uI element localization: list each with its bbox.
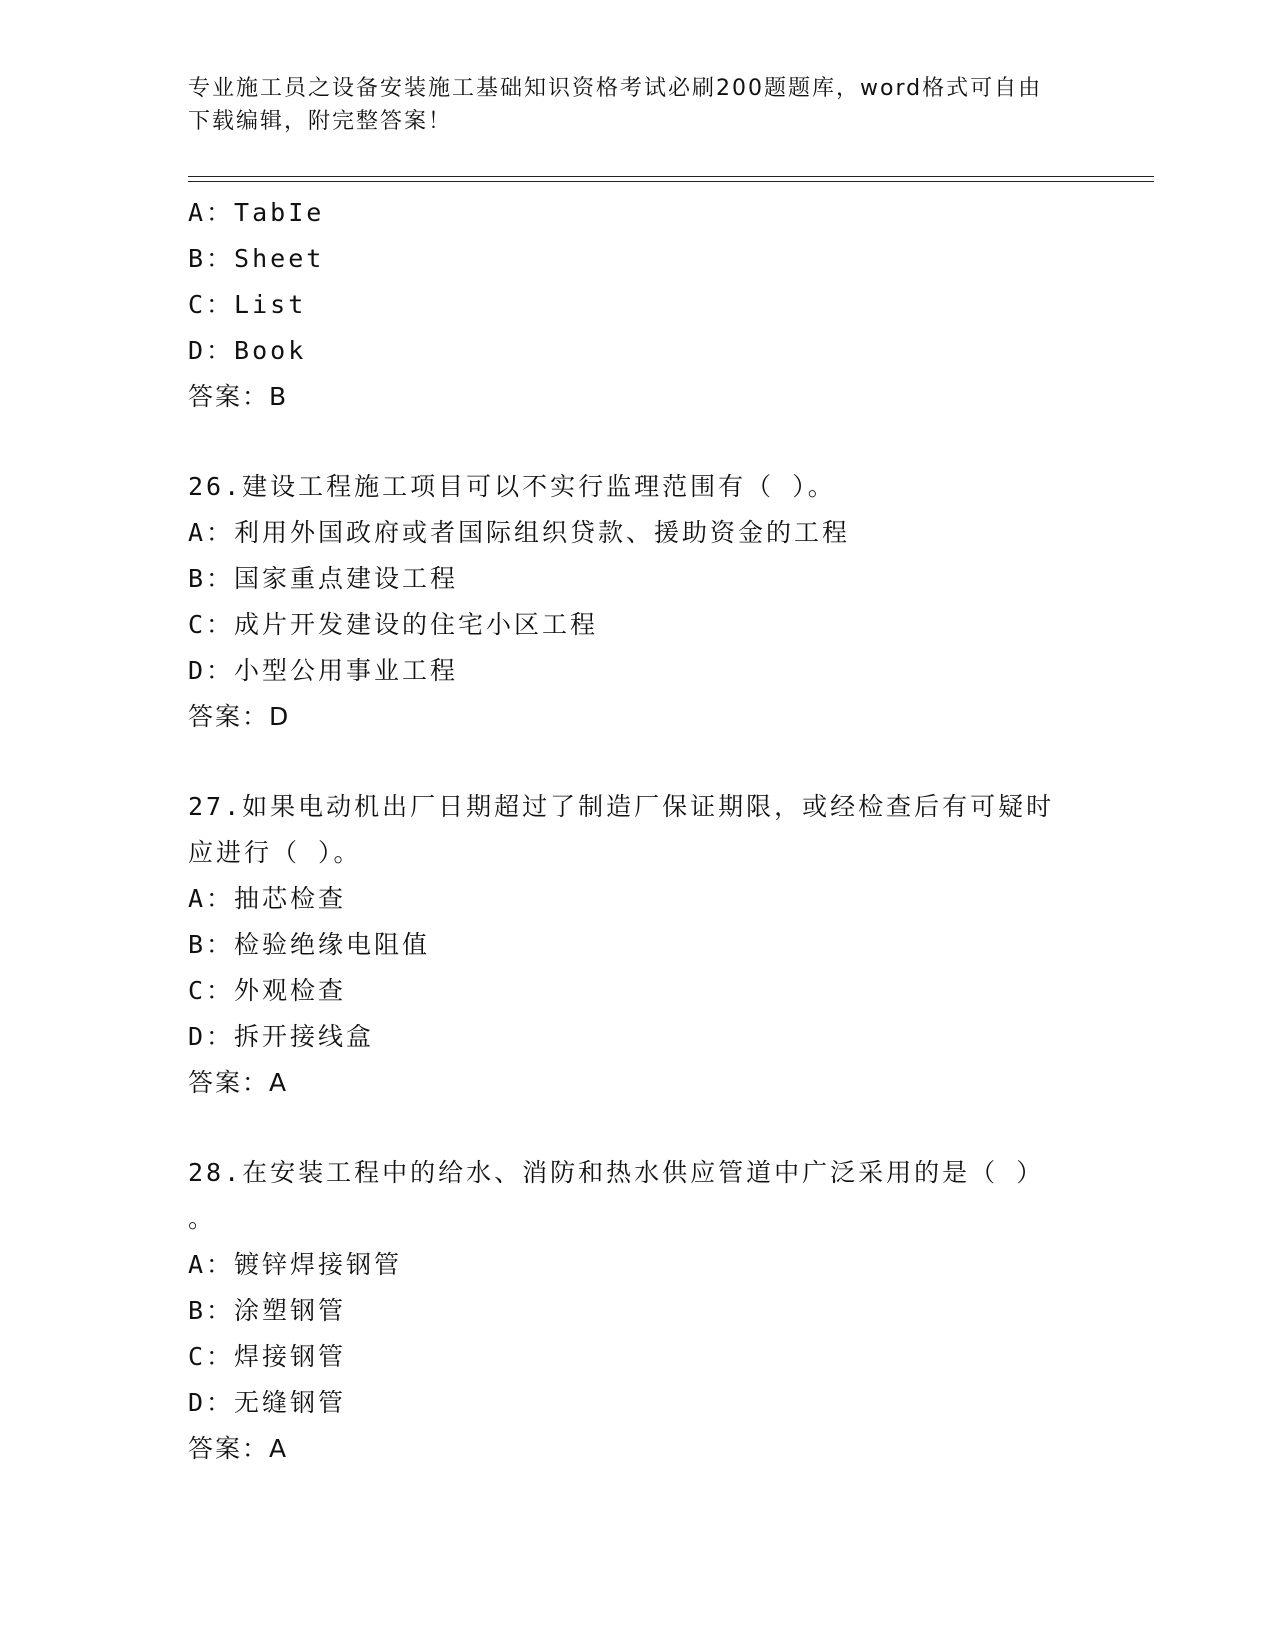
answer: 答案：A [188, 1068, 289, 1097]
option-d: D：小型公用事业工程 [188, 656, 459, 685]
document-header [188, 72, 1068, 138]
answer: 答案：A [188, 1434, 289, 1463]
option-b: B：涂塑钢管 [188, 1296, 347, 1325]
question-27 [188, 784, 1088, 1106]
spacer [188, 1106, 1088, 1150]
option-a: A：镀锌焊接钢管 [188, 1250, 403, 1279]
option-c: C：外观检查 [188, 976, 347, 1005]
question-text-line-1: 27.如果电动机出厂日期超过了制造厂保证期限，或经检查后有可疑时 [188, 792, 1055, 821]
option-b: B：Sheet [188, 244, 325, 273]
option-d: D：Book [188, 336, 307, 365]
question-26 [188, 464, 1088, 740]
question-text-line-1: 28.在安装工程中的给水、消防和热水供应管道中广泛采用的是（ ） [188, 1158, 1045, 1187]
question-25 [188, 190, 1088, 420]
option-b: B：检验绝缘电阻值 [188, 930, 431, 959]
option-a: A：抽芯检查 [188, 884, 347, 913]
option-b: B：国家重点建设工程 [188, 564, 459, 593]
header-line-2: 下载编辑，附完整答案！ [188, 109, 453, 134]
answer: 答案：B [188, 382, 289, 411]
option-a: A：TabIe [188, 198, 325, 227]
spacer [188, 420, 1088, 464]
spacer [188, 740, 1088, 784]
option-c: C：焊接钢管 [188, 1342, 347, 1371]
option-c: C：List [188, 290, 307, 319]
question-text-line-2: 应进行（ ）。 [188, 838, 362, 867]
header-line-1: 专业施工员之设备安装施工基础知识资格考试必刷200题题库，word格式可自由 [188, 76, 1043, 101]
header-rule-top [188, 176, 1154, 177]
question-text: 26.建设工程施工项目可以不实行监理范围有（ ）。 [188, 472, 836, 501]
option-c: C：成片开发建设的住宅小区工程 [188, 610, 599, 639]
document-body [188, 190, 1088, 1472]
answer: 答案：D [188, 702, 291, 731]
question-text-line-2: 。 [188, 1204, 217, 1233]
option-d: D：拆开接线盒 [188, 1022, 375, 1051]
option-a: A：利用外国政府或者国际组织贷款、援助资金的工程 [188, 518, 851, 547]
header-rule-bottom [188, 181, 1154, 182]
option-d: D：无缝钢管 [188, 1388, 347, 1417]
question-28 [188, 1150, 1088, 1472]
